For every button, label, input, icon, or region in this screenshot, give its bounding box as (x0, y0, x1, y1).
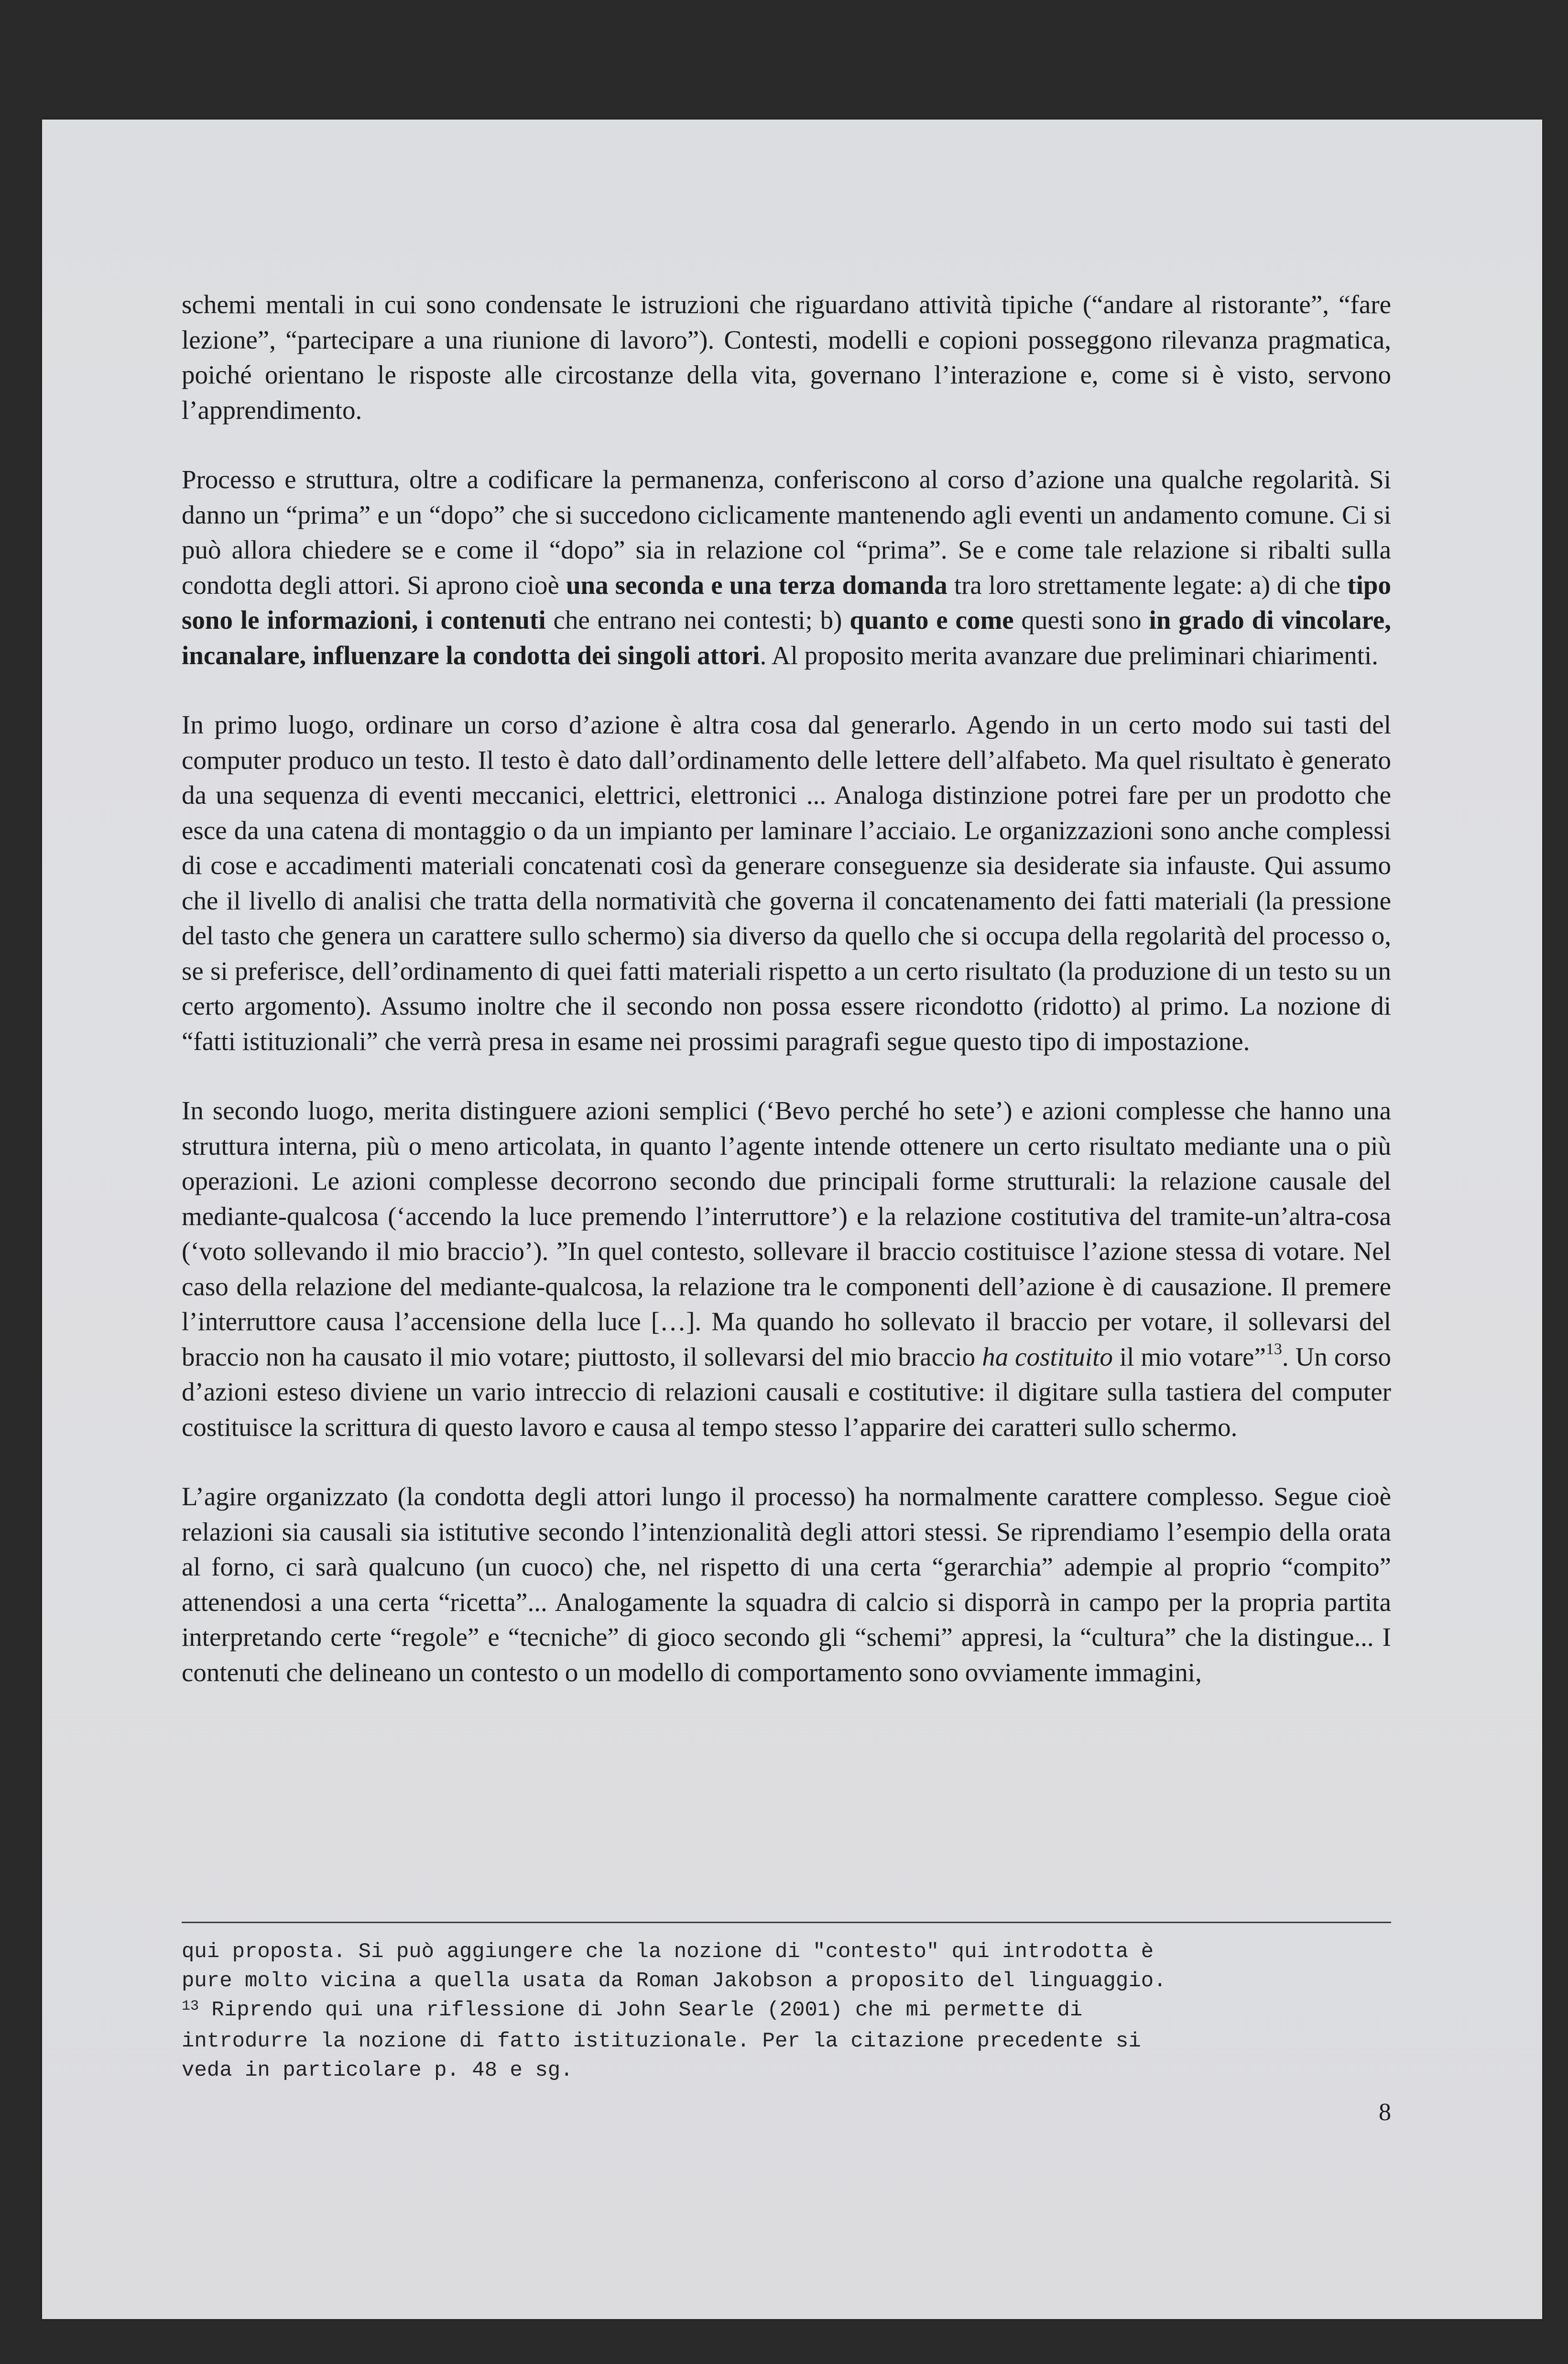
paragraph-3: In primo luogo, ordinare un corso d’azione è altra cosa dal generarlo. Agendo in un certo modo sui tasti del computer produco un testo. Il testo è dato dall’ordinamento delle lettere dell’alfabeto. Ma quel risultato è generato da una sequenza di eventi meccanici, elettrici, elettronici ... Analoga distinzione potrei fare per un prodotto che esce da una catena di montaggio o da un impianto per laminare l’acciaio. Le organizzazioni sono anche complessi di cose e accadimenti materiali concatenati così da generare conseguenze sia desiderate sia infauste. Qui assumo che il livello di analisi che tratta della normatività che governa il concatenamento dei fatti materiali (la pressione del tasto che genera un carattere sullo schermo) sia diverso da quello che si occupa della regolarità del processo o, se si preferisce, dell’ordinamento di quei fatti materiali rispetto a un certo risultato (la produzione di un testo su un certo argomento). Assumo inoltre che il secondo non possa essere ricondotto (ridotto) al primo. La nozione di “fatti istituzionali” che verrà presa in esame nei prossimi paragrafi segue questo tipo di impostazione. (182, 710, 1391, 1056)
paragraph-2-bold-3: quanto e come (849, 605, 1014, 635)
footnote-13-text: Riprendo qui una riflessione di John Searle (2001) che mi permette di (199, 1998, 1083, 2022)
footnote-13 (182, 1996, 1391, 2027)
page-body (182, 287, 1391, 1724)
paragraph-2 (182, 462, 1391, 673)
paragraph-2-bold-2: tipo sono le informazioni, i contenuti (182, 570, 1391, 635)
footnote-line: introdurre la nozione di fatto istituzionale. Per la citazione precedente si (182, 2029, 1141, 2053)
paragraph-4-text-1: In secondo luogo, merita distinguere azioni semplici (‘Bevo perché ho sete’) e azioni complesse che hanno una struttura interna, più o meno articolata, in quanto l’agente intende ottenere un certo risultato mediante una o più operazioni. Le azioni complesse decorrono secondo due principali forme strutturali: la relazione causale del mediante-qualcosa (‘accendo la luce premendo l’interruttore’) e la relazione costitutiva del tramite-un’altra-cosa (‘voto sollevando il mio braccio’). ”In quel contesto, sollevare il braccio costituisce l’azione stessa di votare. Nel caso della relazione del mediante-qualcosa, la relazione tra le componenti dell’azione è di causazione. Il premere l’interruttore causa l’accensione della luce […]. Ma quando ho sollevato il braccio per votare, il sollevarsi del braccio non ha causato il mio votare; piuttosto, il sollevarsi del mio braccio (182, 1096, 1391, 1371)
footnote-line: veda in particolare p. 48 e sg. (182, 2058, 573, 2082)
page-number: 8 (1379, 2099, 1391, 2126)
paragraph-4-italic: ha costituito (982, 1342, 1113, 1371)
paragraph-4-text-2: il mio votare” (1112, 1342, 1266, 1371)
paragraph-2-text-5: . Al proposito merita avanzare due preliminari chiarimenti. (760, 640, 1379, 670)
footnotes (182, 1937, 1391, 2085)
paragraph-2-text-1: Processo e struttura, oltre a codificare la permanenza, conferiscono al corso d’azione una qualche regolarità. Si danno un “prima” e un “dopo” che si succedono ciclicamente mantenendo agli eventi un andamento comune. Ci si può allora chiedere se e come il “dopo” sia in relazione col “prima”. Se e come tale relazione si ribalti sulla condotta degli attori. Si aprono cioè (182, 465, 1391, 600)
paragraph-5: L’agire organizzato (la condotta degli attori lungo il processo) ha normalmente carattere complesso. Segue cioè relazioni sia causali sia istitutive secondo l’intenzionalità degli attori stessi. Se riprendiamo l’esempio della orata al forno, ci sarà qualcuno (un cuoco) che, nel rispetto di una certa “gerarchia” adempie al proprio “compito” attenendosi a una certa “ricetta”... Analogamente la squadra di calcio si disporrà in campo per la propria partita interpretando certe “regole” e “tecniche” di gioco secondo gli “schemi” appresi, la “cultura” che la distingue... I contenuti che delineano un contesto o un modello di comportamento sono ovviamente immagini, (182, 1482, 1391, 1687)
footnote-ref-13[interactable]: 13 (1265, 1340, 1282, 1358)
footnote-separator (182, 1922, 1391, 1923)
paragraph-2-text-4: questi sono (1013, 605, 1149, 635)
paragraph-2-text-2: tra loro strettamente legate: a) di che (947, 570, 1348, 600)
paragraph-4 (182, 1093, 1391, 1445)
footnote-line: qui proposta. Si può aggiungere che la nozione di "contesto" qui introdotta è (182, 1940, 1154, 1964)
footnote-line: pure molto vicina a quella usata da Roman Jakobson a proposito del linguaggio. (182, 1969, 1166, 1993)
paragraph-4-text-3: . Un corso d’azioni esteso diviene un vario intreccio di relazioni causali e costitutive: il digitare sulla tastiera del computer costituisce la scrittura di questo lavoro e causa al tempo stesso l’apparire dei caratteri sullo schermo. (182, 1342, 1391, 1442)
paragraph-2-text-3: che entrano nei contesti; b) (545, 605, 850, 635)
paragraph-2-bold-1: una seconda e una terza domanda (566, 570, 947, 600)
footnote-13-number: 13 (182, 1998, 199, 2014)
paragraph-2-bold-4: in grado di vincolare, incanalare, influenzare la condotta dei singoli attori (182, 605, 1391, 670)
paragraph-1: schemi mentali in cui sono condensate le istruzioni che riguardano attività tipiche (“andare al ristorante”, “fare lezione”, “partecipare a una riunione di lavoro”). Contesti, modelli e copioni posseggono rilevanza pragmatica, poiché orientano le risposte alle circostanze della vita, governano l’interazione e, come si è visto, servono l’apprendimento. (182, 290, 1391, 425)
